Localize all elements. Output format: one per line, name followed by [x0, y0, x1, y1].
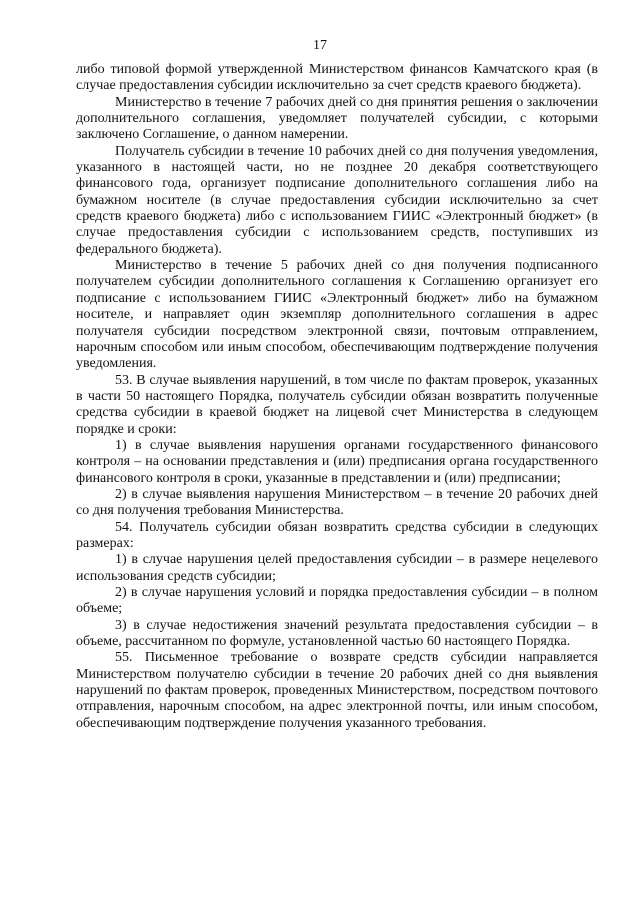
paragraph-clause-54-item-3: 3) в случае недостижения значений результата предоставления субсидии – в объеме, рассчитанном по формуле, установленной частью 60 настоящего Порядка. — [76, 617, 598, 650]
paragraph-clause-54-item-1: 1) в случае нарушения целей предоставления субсидии – в размере нецелевого использования средств субсидии; — [76, 552, 598, 584]
page-number: 17 — [313, 38, 327, 53]
paragraph-clause-53-item-1: 1) в случае выявления нарушения органами государственного финансового контроля – на основании представления и (или) предписания органа государственного финансового контроля в сроки, указанные в представлении и (или) предписании; — [76, 437, 598, 486]
paragraph-recipient-signing: Получатель субсидии в течение 10 рабочих дней со дня получения уведомления, указанного в настоящей части, но не позднее 20 декабря соответствующего финансового года, организует подписание дополнительного соглашения либо на бумажном носителе (в случае предоставления субсидии исключительно за счет средств краевого бюджета) либо с использованием ГИИС «Электронный бюджет» (в случае предоставления субсидии с использованием средств, поступивших из федерального бюджета). — [76, 143, 598, 257]
paragraph-clause-55: 55. Письменное требование о возврате средств субсидии направляется Министерством получателю субсидии в течение 20 рабочих дней со дня выявления нарушений по фактам проверок, проведенных Министерством, посредством почтового отправления, нарочным способом, на адрес электронной почты, или иным способом, обеспечивающим подтверждение получения указанного требования. — [76, 650, 598, 731]
paragraph-clause-54: 54. Получатель субсидии обязан возвратить средства субсидии в следующих размерах: — [76, 519, 598, 551]
paragraph-clause-53: 53. В случае выявления нарушений, в том числе по фактам проверок, указанных в части 50 настоящего Порядка, получатель субсидии обязан возвратить полученные средства субсидии в краевой бюджет на лицевой счет Министерства в следующем порядке и сроки: — [76, 372, 598, 437]
paragraph-clause-54-item-2: 2) в случае нарушения условий и порядка предоставления субсидии – в полном объеме; — [76, 585, 598, 617]
paragraph-clause-53-item-2: 2) в случае выявления нарушения Министерством – в течение 20 рабочих дней со дня получения требования Министерства. — [76, 486, 598, 519]
paragraph-continuation: либо типовой формой утвержденной Министерством финансов Камчатского края (в случае предоставления субсидии исключительно за счет средств краевого бюджета). — [76, 62, 598, 94]
paragraph-notice-intent: Министерство в течение 7 рабочих дней со дня принятия решения о заключении дополнительного соглашения, уведомляет получателей субсидии, с которыми заключено Соглашение, о данном намерении. — [76, 94, 598, 143]
paragraph-ministry-signing: Министерство в течение 5 рабочих дней со дня получения подписанного получателем субсидии дополнительного соглашения к Соглашению организует его подписание с использованием ГИИС «Электронный бюджет» либо на бумажном носителе, и направляет один экземпляр дополнительного соглашения в адрес получателя субсидии посредством электронной связи, почтовым отправлением, нарочным способом или иным способом, обеспечивающим подтверждение получения уведомления. — [76, 258, 598, 372]
document-body — [76, 62, 598, 732]
